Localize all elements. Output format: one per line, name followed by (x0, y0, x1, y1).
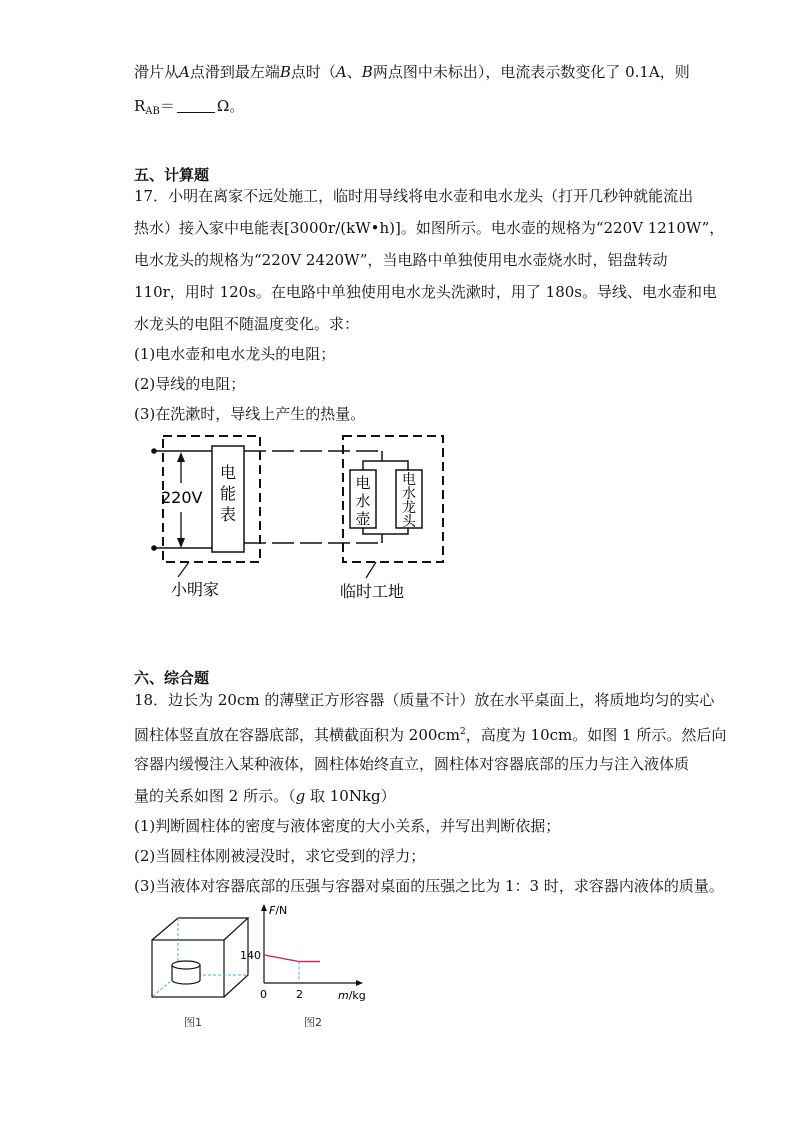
text-run: 圆柱体竖直放在容器底部，其横截面积为 200cm (134, 726, 461, 744)
meter-char: 表 (219, 505, 237, 524)
unit-text: Ω。 (216, 97, 245, 115)
q18-item: (1)判断圆柱体的密度与液体密度的大小关系，并写出判断依据； (134, 817, 561, 835)
q17-item: (3)在洗漱时，导线上产生的热量。 (134, 405, 366, 423)
section-5-title: 五、计算题 (134, 166, 210, 184)
force-mass-line (264, 955, 320, 962)
q17-item: (1)电水壶和电水龙头的电阻； (134, 345, 336, 363)
q17-line: 电水龙头的规格为“220V 2420W”，当电路中单独使用电水壶烧水时，铝盘转动 (134, 251, 668, 269)
kettle-char: 壶 (355, 510, 371, 528)
voltage-label: 220V (161, 488, 203, 507)
cylinder (172, 961, 200, 984)
origin-label: 0 (260, 988, 267, 1001)
point-b: B (279, 63, 291, 81)
figure-2-caption: 图2 (304, 1016, 322, 1029)
leader-line (178, 562, 189, 577)
q18-line: 容器内缓慢注入某种液体，圆柱体始终直立，圆柱体对容器底部的压力与注入液体质 (134, 755, 690, 773)
y-tick-label: 140 (240, 948, 261, 962)
q17-line: 热水）接入家中电能表[3000r/(kW•h)]。如图所示。电水壶的规格为“220V 1210W”， (134, 219, 725, 237)
q18-line: 18．边长为 20cm 的薄壁正方形容器（质量不计）放在水平桌面上，将质地均匀的实心 (134, 691, 715, 709)
text-run: 量的关系如图 2 所示。（ (134, 787, 296, 805)
resistance-symbol: R (134, 97, 146, 115)
superscript: 2 (460, 727, 466, 737)
q17-line: 水龙头的电阻不随温度变化。求： (134, 315, 360, 333)
section-6-title: 六、综合题 (134, 669, 210, 687)
site-label: 临时工地 (340, 582, 405, 601)
x-tick-label: 2 (296, 988, 303, 1001)
text-run: 点时（ (290, 63, 336, 81)
meter-char: 能 (219, 484, 237, 503)
x-axis-arrow-icon (356, 980, 363, 986)
point-a: A (335, 63, 347, 81)
text-run: 点滑到最左端 (189, 63, 280, 81)
y-axis-arrow-icon (261, 904, 267, 911)
meter-char: 电 (219, 463, 237, 482)
kettle-char: 电 (355, 474, 371, 492)
q18-line (134, 722, 726, 745)
kettle-char: 水 (355, 492, 371, 510)
q18-line (134, 786, 396, 806)
arrow-head-icon (177, 538, 185, 548)
y-axis-label: F/N (269, 904, 288, 917)
faucet-char: 电 (402, 472, 416, 488)
equals-sign: ＝ (159, 97, 175, 115)
text-run: 两点图中未标出），电流表示数变化了 0.1A，则 (372, 63, 690, 81)
q17-line: 17．小明在离家不远处施工，临时用导线将电水壶和电水龙头（打开几秒钟就能流出 (134, 187, 694, 205)
x-axis-label: m/kg (338, 989, 366, 1002)
faucet-char: 头 (402, 514, 416, 530)
g-symbol: g (295, 787, 306, 805)
parallel-bus-top (363, 461, 408, 470)
point-b: B (361, 63, 373, 81)
q17-item: (2)导线的电阻； (134, 375, 246, 393)
home-label: 小明家 (171, 580, 220, 599)
text-run: 、 (346, 63, 362, 81)
figure-2-chart (230, 897, 380, 1032)
text-run: ，高度为 10cm。如图 1 所示。然后向 (465, 726, 727, 744)
q17-line: 110r，用时 120s。在电路中单独使用电水龙头洗漱时，用了 180s。导线、电水壶和电 (134, 283, 717, 301)
faucet-char: 水 (402, 486, 416, 502)
leader-line (366, 562, 376, 578)
q18-item: (3)当液体对容器底部的压强与容器对桌面的压强之比为 1：3 时，求容器内液体的质量。 (134, 877, 724, 895)
faucet-char: 龙 (402, 500, 416, 516)
q18-item: (2)当圆柱体刚被浸没时，求它受到的浮力； (134, 847, 426, 865)
figure-1-caption: 图1 (184, 1016, 202, 1029)
arrow-head-icon (177, 452, 185, 462)
text-run: 滑片从 (134, 63, 180, 81)
text-run: 取 10Nkg） (305, 787, 396, 805)
resistance-subscript: AB (145, 106, 160, 117)
point-a: A (179, 63, 190, 81)
